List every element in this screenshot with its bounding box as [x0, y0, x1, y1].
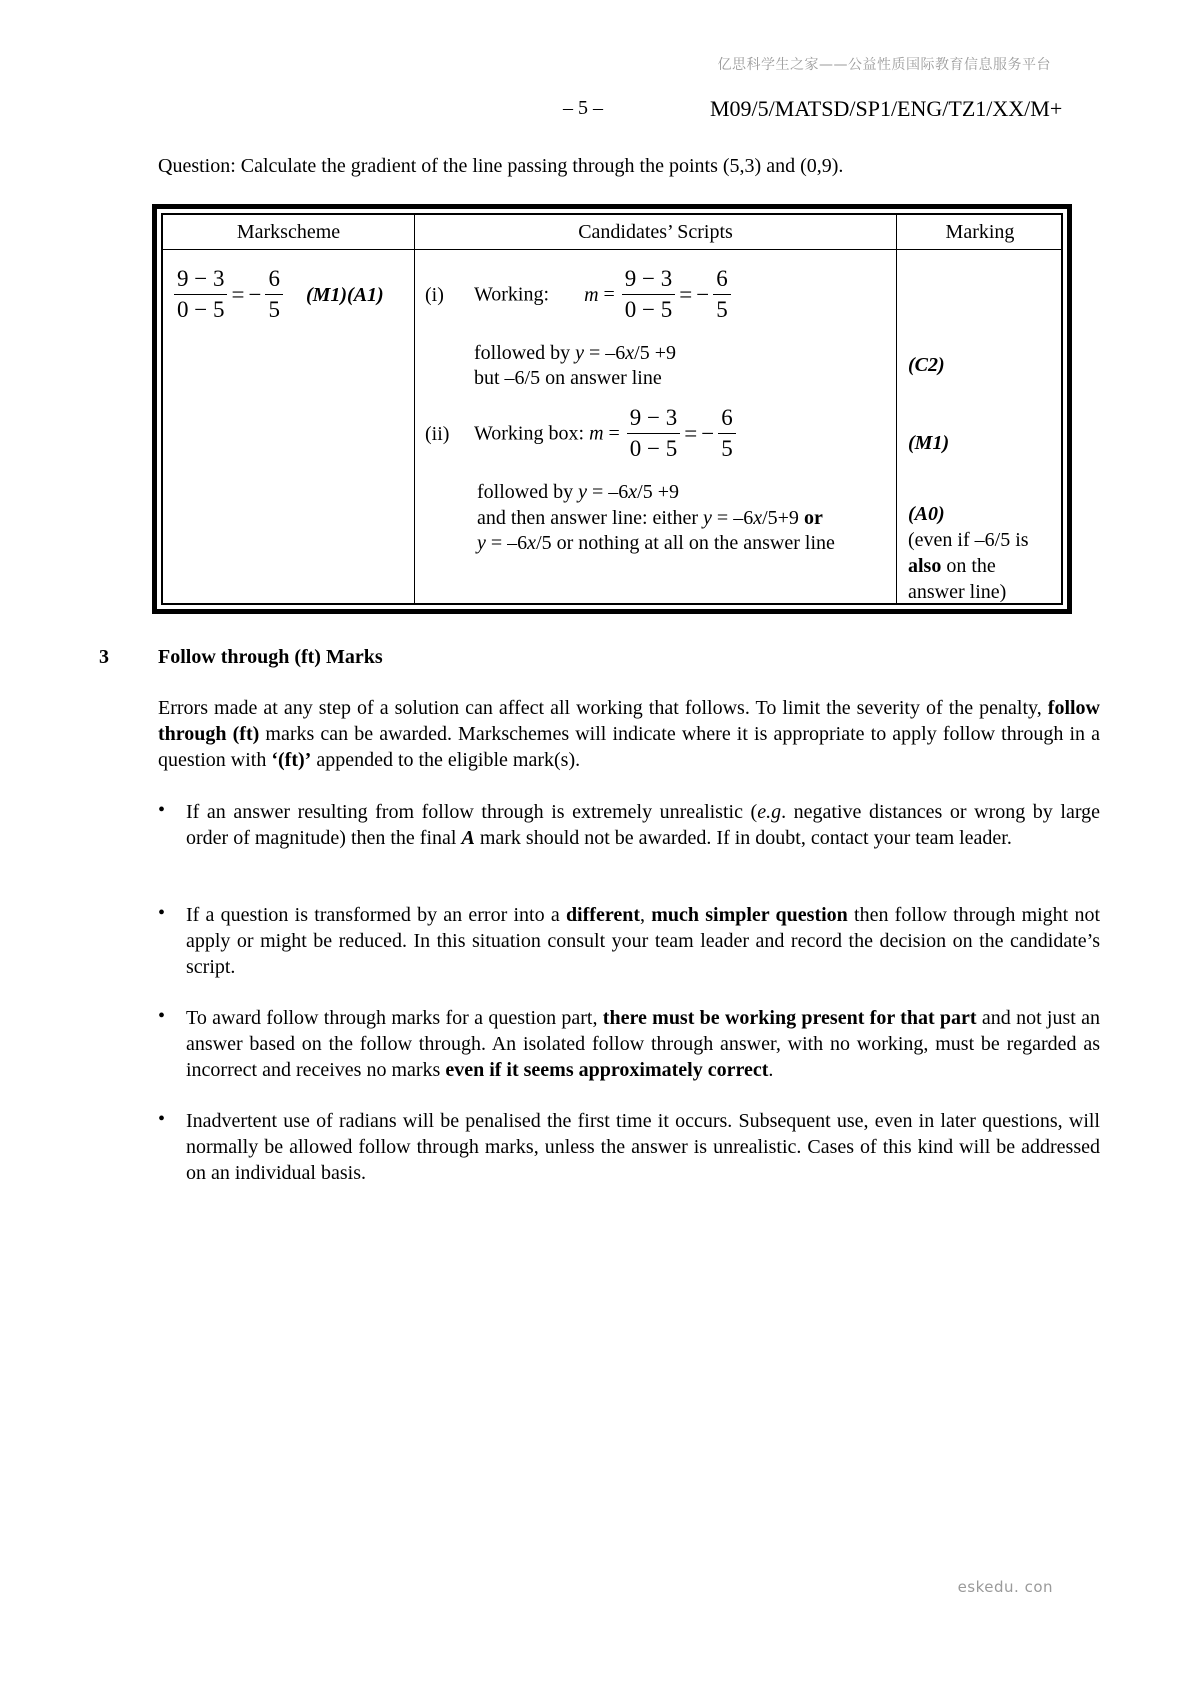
script-ii-line2: followed by y = –6x/5 +9	[477, 481, 679, 503]
marking-note-line3: answer line)	[908, 581, 1007, 603]
marking-note-line1: (even if –6/5 is	[908, 529, 1029, 551]
section-title: Follow through (ft) Marks	[158, 646, 383, 668]
bullet-1-icon: •	[158, 799, 166, 821]
script-i-line2: followed by y = –6x/5 +9	[474, 342, 676, 364]
bullet-3-text: To award follow through marks for a question part, there must be working present for that part and not just an answer based on the follow through. An isolated follow through answer, with no working, must be regarded as incorrect and receives no marks even if it seems approximately correct.	[186, 1007, 1101, 1081]
script-i-working: Working: m = $\frac{9 - 3}{0 - 5}$ = − $\frac{6}{5}$	[474, 264, 733, 325]
marking-a0: (A0)	[908, 503, 945, 525]
question-text: Question: Calculate the gradient of the line passing through the points (5,3) and (0,9).	[158, 155, 844, 177]
bullet-4-icon: •	[158, 1108, 166, 1130]
markscheme-expression: $\frac{9 - 3}{0 - 5}$ = − $\frac{6}{5}$ (M1)(A1)	[172, 264, 384, 325]
script-ii-label: (ii)	[425, 423, 450, 445]
header-marking: Marking	[945, 221, 1015, 243]
section-number: 3	[99, 646, 109, 668]
script-i-label: (i)	[425, 284, 444, 306]
script-ii-line3: and then answer line: either y = –6x/5+9 or	[477, 507, 823, 529]
marking-c2: (C2)	[908, 354, 945, 376]
watermark-top: 亿思科学生之家——公益性质国际教育信息服务平台	[717, 57, 1051, 73]
document-code: M09/5/MATSD/SP1/ENG/TZ1/XX/M+	[710, 96, 1063, 121]
marking-note-line2: also on the	[908, 555, 996, 577]
bullet-1-text: If an answer resulting from follow through is extremely unrealistic (e.g. negative distances or wrong by large order of magnitude) then the final A mark should not be awarded. If in doubt, contact your team leader.	[186, 801, 1100, 849]
script-i-line3: but –6/5 on answer line	[474, 367, 662, 389]
bullet-4-text: Inadvertent use of radians will be penalised the first time it occurs. Subsequent use, even in later questions, will normally be allowed follow through marks, unless the answer is unrealistic. Cases of this kind will be addressed on an individual basis.	[186, 1110, 1100, 1184]
page-number: – 5 –	[563, 97, 603, 119]
script-ii-line4: y = –6x/5 or nothing at all on the answer line	[477, 532, 835, 554]
bullet-2-icon: •	[158, 902, 166, 924]
markscheme-table	[152, 204, 1072, 614]
header-markscheme: Markscheme	[236, 221, 341, 243]
bullet-2-text: If a question is transformed by an error into a different, much simpler question then follow through might not apply or might be reduced. In this situation consult your team leader and record the decision on the candidate’s script.	[186, 904, 1101, 978]
markscheme-marks: (M1)(A1)	[305, 283, 384, 306]
section-intro: Errors made at any step of a solution can affect all working that follows. To limit the severity of the penalty, follow through (ft) marks can be awarded. Markschemes will indicate where it is appropriate to apply follow through in a question with ‘(ft)’ appended to the eligible mark(s).	[158, 697, 1101, 771]
watermark-bottom: eskedu. con	[957, 1578, 1053, 1596]
header-candidates-scripts: Candidates’ Scripts	[578, 221, 733, 243]
marking-m1: (M1)	[908, 432, 950, 454]
script-ii-working: Working box: m = $\frac{9 - 3}{0 - 5}$ = − $\frac{6}{5}$	[474, 403, 738, 464]
bullet-3-icon: •	[158, 1005, 166, 1027]
